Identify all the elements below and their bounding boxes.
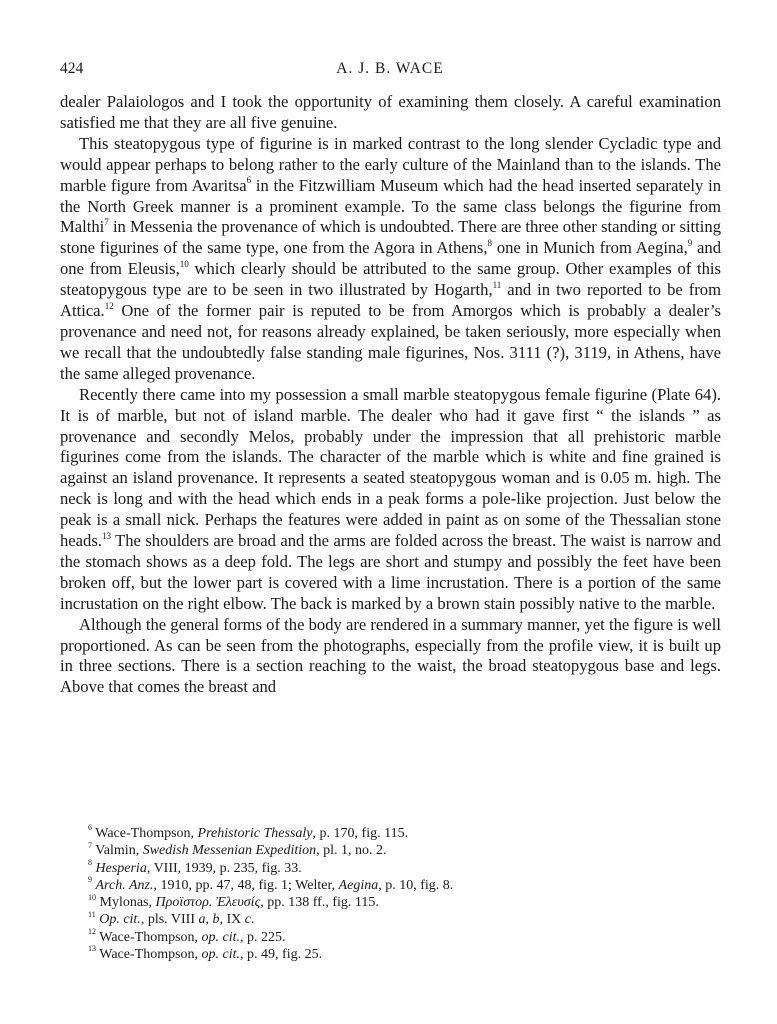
text-segment: One of the former pair is reputed to be from Amorgos which is probably a dealer’s provenance and need not, for reasons already explained, be taken seriously, more especially when we recall that the undoubtedly false standing male figurines, Nos. 3111 (?), 3119, in Athens, have the same alleged provenance. [60,301,721,383]
footnote-text: , pl. 1, no. 2. [316,843,387,859]
footnote-ref: 7 [104,216,109,227]
text-segment: in the Fitzwilliam Museum which had the head inserted separately in the North Greek manner is a prominent example. To the same class belongs the figurine from Malthi [60,175,722,237]
footnote-italic-text: Swedish Messenian Expedition [142,843,317,859]
footnote-number: 10 [88,892,96,902]
footnote-number: 11 [88,909,96,919]
footnote-italic-text: Arch. Anz. [95,877,154,893]
footnote-ref: 12 [104,300,114,311]
footnote-text: Wace-Thompson, [99,947,202,963]
footnote-text: , p. 170, fig. 115. [312,826,409,841]
footnote-italic-text: Προϊστορ. Ἐλευσίς [155,895,261,911]
page-number: 424 [60,60,84,77]
text-segment: dealer Palaiologos and I took the opportunity of examining them closely. A careful examination satisfied me that they are all five genuine. [60,92,721,132]
footnote-number: 7 [88,840,92,850]
text-segment: in Messenia the provenance of which is undoubted. There are three other standing or sitting stone figurines of the same type, one from the Agora in Athens, [60,217,721,258]
text-segment: and in two reported to be from Attica. [60,280,721,321]
footnote-text: , pls. VIII [140,912,199,928]
footnote-ref: 11 [492,279,502,290]
footnote-ref: 13 [101,530,111,541]
footnote-text: , p. 10, fig. 8. [378,877,454,893]
footnote-text: Wace-Thompson, [99,929,202,945]
footnote-ref: 8 [487,237,493,248]
body-text [60,92,721,698]
text-segment: which clearly should be attributed to the same group. Other examples of this steatopygous type are to be seen in two illustrated by Hogarth, [60,259,721,300]
footnote-italic-text: c [244,912,251,928]
footnote-text: Mylonas, [99,895,156,911]
footnote-italic-text: Aegina [338,877,379,893]
footnote-number: 8 [88,857,92,867]
footnote-italic-text: op. cit. [201,947,241,963]
footnote [88,842,728,859]
footnote-text: . [251,912,255,928]
footnote [88,946,728,963]
text-segment: one in Munich from Aegina, [492,238,688,258]
footnote [88,894,728,911]
footnote [88,857,728,877]
footnote-ref: 9 [687,237,693,248]
footnote-italic-text: op. cit. [201,929,241,945]
footnote-number: 9 [88,875,92,885]
footnote [88,825,728,842]
footnote-text: , p. 225. [240,929,286,945]
text-segment: Recently there came into my possession a small marble steatopygous female figurine (Plate 64). It is of marble, but not of island marble. The dealer who had it gave first “ the islands ” as provenance and secondly Melos, probably under the impression that all prehistoric marble figurines come from the islands. The character of the marble which is white and fine grained is against an island provenance. It represents a seated steatopygous woman and is 0.05 m. high. The neck is long and with the head which ends in a peak forms a pole-like projection. Just below the peak is a small nick. Perhaps the features were added in paint as on some of the Thessalian stone heads. [60,384,721,551]
text-segment: This steatopygous type of figurine is in marked contrast to the long slender Cycladic type and would appear perhaps to belong rather to the early culture of the Mainland than to the islands. The marble figure from Avaritsa [60,133,721,195]
paragraph-proportions [60,615,721,699]
footnote-text: Valmin, [95,843,143,859]
page-header [60,60,720,82]
running-title: A. J. B. WACE [336,60,444,77]
footnote-italic-text: Op. cit. [99,912,141,928]
footnote [88,877,728,894]
footnote-italic-text: Hesperia [95,860,147,876]
footnote-text: , p. 49, fig. 25. [240,947,323,963]
footnote-text: , IX [219,912,245,928]
footnote [88,929,728,946]
footnote-ref: 10 [179,258,189,269]
paragraph-steatopygous-type [60,134,721,385]
footnote-number: 12 [88,927,96,937]
footnotes [88,825,728,963]
footnote-ref: 6 [246,175,252,186]
footnote-italic-text: a, b [198,912,220,928]
paragraph-figurine-description [60,385,721,615]
text-segment: The shoulders are broad and the arms are folded across the breast. The waist is narrow and the stomach shows as a deep fold. The legs are short and stumpy and possibly the feet have been broken off, but the lower part is covered with a lime incrustation. There is a portion of the same incrustation on the right elbow. The back is marked by a brown stain possibly native to the marble. [60,531,721,613]
footnote-italic-text: Prehistoric Thessaly [197,826,313,841]
paragraph-continued [60,92,721,134]
footnote-number: 6 [88,823,92,833]
text-segment: and one from Eleusis, [60,238,722,279]
footnote-text: , 1910, pp. 47, 48, fig. 1; Welter, [153,877,339,893]
text-segment: Although the general forms of the body are rendered in a summary manner, yet the figure is well proportioned. As can be seen from the photographs, especially from the profile view, it is built up in three sections. There is a section reaching to the waist, the broad steatopygous base and legs. Above that comes the breast and [60,614,721,697]
footnote-text: Wace-Thompson, [95,826,198,841]
footnote-number: 13 [88,944,96,954]
footnote-text: , pp. 138 ff., fig. 115. [260,895,379,911]
footnote-text: , VIII, 1939, p. 235, fig. 33. [146,860,302,876]
footnote [88,911,728,928]
